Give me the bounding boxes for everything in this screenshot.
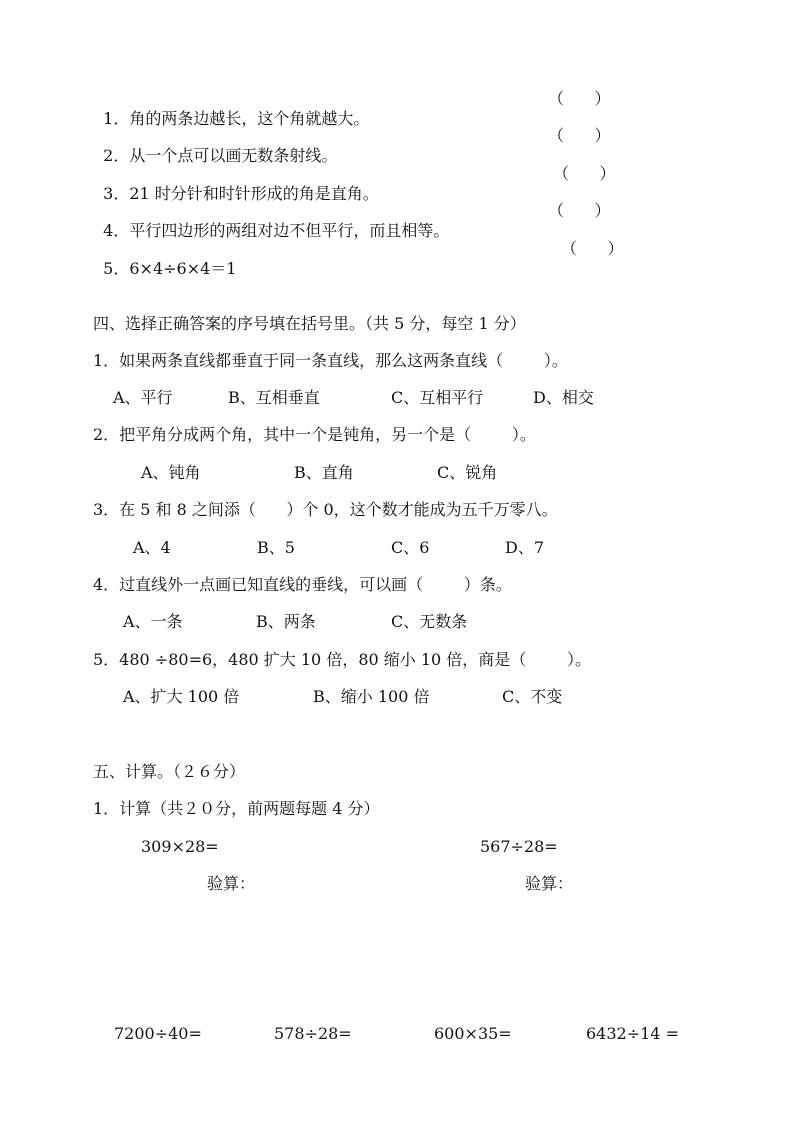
item-text: 平行四边形的两组对边不但平行，而且相等。	[129, 221, 450, 240]
item-number: 5．	[103, 259, 130, 278]
calc-problem: 6432÷14 =	[586, 1024, 679, 1043]
item-number: 3．	[103, 184, 130, 203]
question-3: 3．在 5 和 8 之间添（ ）个 0，这个数才能成为五千万零八。	[93, 500, 558, 519]
option-b[interactable]: B、互相垂直	[228, 388, 320, 407]
answer-paren[interactable]: （ ）	[548, 201, 611, 220]
option-c[interactable]: C、无数条	[391, 612, 468, 631]
question-1: 1．如果两条直线都垂直于同一条直线，那么这两条直线（ ）。	[93, 351, 568, 370]
item-number: 1．	[103, 109, 130, 128]
item-text: 从一个点可以画无数条射线。	[129, 146, 338, 165]
calc-problem: 567÷28=	[480, 837, 558, 856]
option-b[interactable]: B、缩小 100 倍	[313, 687, 430, 706]
option-c[interactable]: C、锐角	[437, 463, 498, 482]
answer-paren[interactable]: （ ）	[548, 126, 611, 145]
option-c[interactable]: C、6	[391, 538, 430, 557]
judge-item-3	[93, 164, 379, 204]
option-a[interactable]: A、4	[133, 538, 171, 557]
answer-paren[interactable]: （ ）	[561, 239, 624, 258]
option-c[interactable]: C、互相平行	[391, 388, 484, 407]
option-c[interactable]: C、不变	[502, 687, 563, 706]
subsection-title: 1．计算（共２０分，前两题每题 4 分）	[93, 799, 380, 818]
question-5: 5．480 ÷80=6，480 扩大 10 倍，80 缩小 10 倍，商是（ ）。	[93, 650, 591, 669]
option-b[interactable]: B、直角	[294, 463, 354, 482]
answer-paren[interactable]: （ ）	[548, 89, 611, 108]
check-label: 验算：	[525, 874, 574, 893]
judge-item-2	[93, 126, 337, 166]
answer-paren[interactable]: （ ）	[553, 164, 616, 183]
section-title: 四、选择正确答案的序号填在括号里。（共 5 分，每空 1 分）	[93, 314, 526, 333]
option-d[interactable]: D、相交	[533, 388, 594, 407]
option-d[interactable]: D、7	[505, 538, 545, 557]
question-2: 2．把平角分成两个角，其中一个是钝角，另一个是（ ）。	[93, 425, 536, 444]
calc-problem: 600×35=	[434, 1024, 512, 1043]
item-text: 21 时分针和时针形成的角是直角。	[129, 184, 379, 203]
option-a[interactable]: A、一条	[123, 612, 183, 631]
calc-problem: 7200÷40=	[114, 1024, 202, 1043]
calc-problem: 578÷28=	[274, 1024, 352, 1043]
judge-item-5	[93, 239, 236, 279]
calc-problem: 309×28=	[141, 837, 219, 856]
item-text: 角的两条边越长，这个角就越大。	[129, 109, 370, 128]
judge-item-4	[93, 201, 449, 241]
item-text: 6×4÷6×4＝1	[129, 259, 237, 278]
option-a[interactable]: A、扩大 100 倍	[123, 687, 240, 706]
option-b[interactable]: B、两条	[256, 612, 316, 631]
check-label: 验算：	[207, 874, 256, 893]
section-title: 五、计算。（２６分）	[93, 762, 246, 781]
question-4: 4．过直线外一点画已知直线的垂线，可以画（ ）条。	[93, 575, 512, 594]
item-number: 2．	[103, 146, 130, 165]
item-number: 4．	[103, 221, 130, 240]
option-a[interactable]: A、平行	[113, 388, 173, 407]
option-a[interactable]: A、钝角	[141, 463, 201, 482]
judge-item-1	[93, 89, 369, 129]
option-b[interactable]: B、5	[257, 538, 295, 557]
